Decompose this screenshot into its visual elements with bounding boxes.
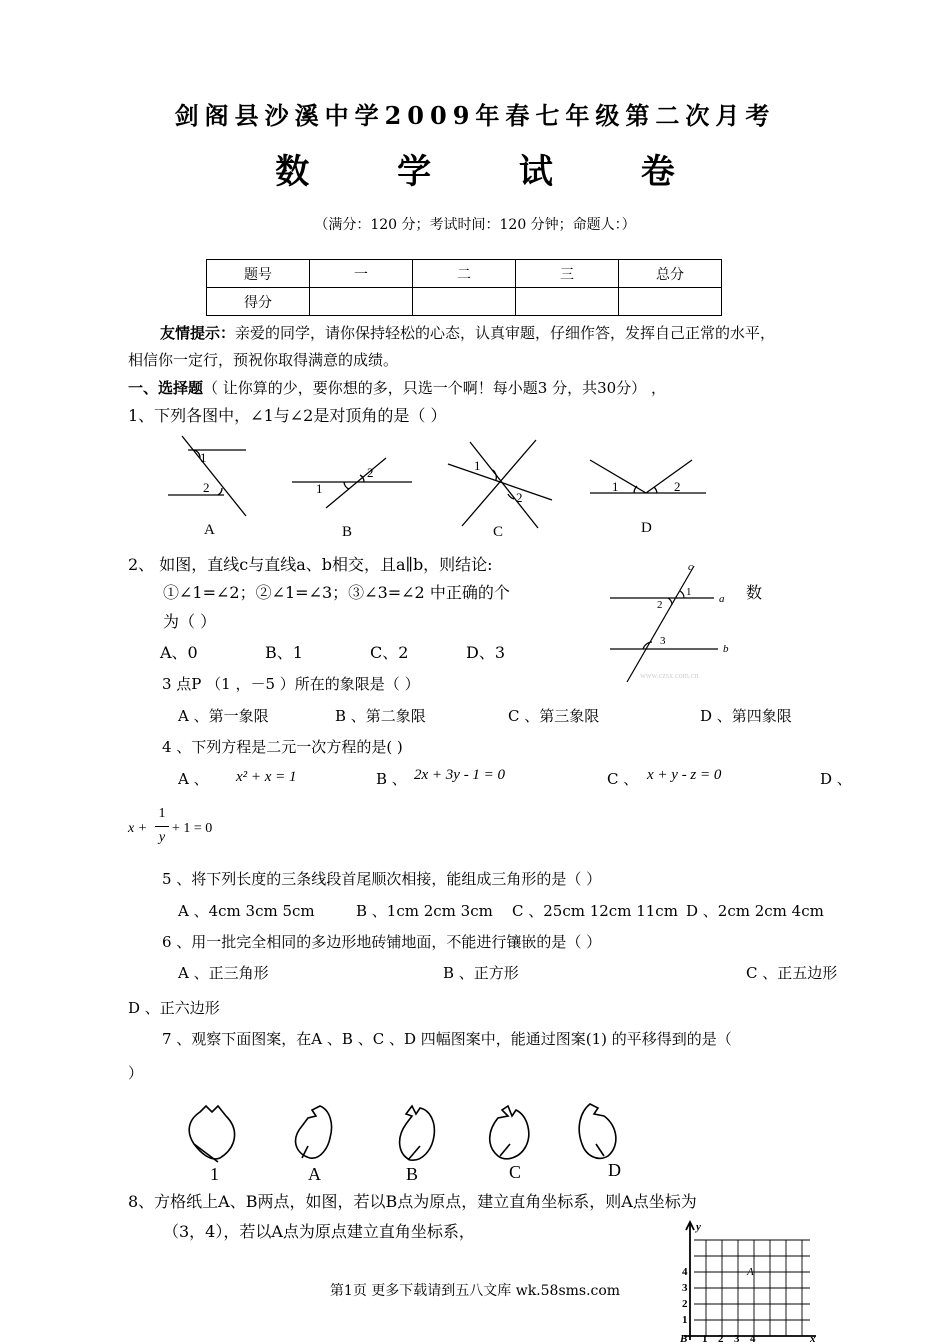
- question-1: 1、下列各图中，∠1与∠2是对顶角的是（ ）: [128, 406, 447, 425]
- tip-text: 亲爱的同学，请你保持轻松的心态，认真审题，仔细作答，发挥自己正常的水平，: [235, 324, 776, 342]
- angle-label: 1: [474, 458, 481, 473]
- q2-figure: [600, 560, 740, 685]
- tip-label: 友情提示：: [160, 324, 236, 342]
- eq-d-left: x +: [128, 821, 148, 836]
- angle-label: 1: [316, 481, 323, 496]
- point-label: B: [680, 1333, 688, 1344]
- question-2-line-3: 为（ ）: [163, 612, 217, 631]
- tick-label: 3: [682, 1282, 688, 1294]
- angle-label: 1: [200, 450, 207, 465]
- eq-d-numerator: 1: [158, 806, 166, 821]
- q4-option-label: A 、: [178, 770, 209, 788]
- option-label: C: [493, 524, 504, 540]
- line-label: c: [688, 561, 693, 573]
- q6-option: C 、正五边形: [746, 964, 838, 982]
- score-cell: 得分: [207, 288, 310, 316]
- line-label: b: [723, 643, 729, 655]
- angle-label: 2: [516, 490, 523, 505]
- eq-d-denominator: y: [158, 830, 166, 845]
- section-note: （ 让你算的少，要你想的多，只选一个啊！每小题3 分，共30分） ，: [203, 379, 666, 397]
- angle-label: 1: [686, 586, 692, 598]
- page-footer: 第1页 更多下载请到五八文库 wk.58sms.com: [329, 1283, 621, 1299]
- exam-title: 剑阁县沙溪中学2009年春七年级第二次月考: [174, 101, 776, 130]
- tick-label: 2: [682, 1298, 688, 1310]
- subject-char: 卷: [640, 152, 675, 192]
- question-6: 6 、用一批完全相同的多边形地砖铺地面，不能进行镶嵌的是（ ）: [162, 933, 602, 951]
- score-cell: 题号: [207, 260, 310, 288]
- pattern-label: 1: [210, 1164, 219, 1184]
- line-label: a: [719, 593, 725, 605]
- q6-option: B 、正方形: [443, 964, 519, 982]
- question-7-line-2: ）: [128, 1064, 144, 1082]
- subject-char: 数: [275, 152, 310, 192]
- watermark: www.czsx.com.cn: [640, 671, 699, 680]
- score-table-header-row: [207, 260, 722, 288]
- axis-label: y: [696, 1221, 701, 1233]
- angle-label: 3: [660, 635, 666, 647]
- q2-option: D、3: [466, 643, 506, 662]
- option-label: D: [641, 520, 652, 536]
- q1-figures: [160, 432, 720, 542]
- axis-label: x: [810, 1333, 816, 1344]
- point-label: A: [747, 1266, 754, 1278]
- score-cell: [310, 288, 413, 316]
- angle-label: 2: [203, 480, 210, 495]
- angle-label: 2: [657, 599, 663, 611]
- question-4: 4 、下列方程是二元一次方程的是( ): [162, 738, 403, 756]
- pattern-label: D: [608, 1160, 621, 1180]
- q5-option: C 、25cm 12cm 11cm: [512, 902, 678, 920]
- question-2-line-2: ①∠1=∠2；②∠1=∠3；③∠3=∠2 中正确的个: [163, 583, 510, 602]
- option-label: A: [204, 522, 215, 538]
- score-table-score-row: [207, 288, 722, 316]
- q2-option: B、1: [265, 643, 303, 662]
- subject-title: [0, 144, 950, 193]
- score-cell: 三: [516, 260, 619, 288]
- score-cell: [413, 288, 516, 316]
- equation-a: x² + x = 1: [236, 769, 297, 785]
- q4-option-label: D 、: [820, 770, 852, 788]
- pattern-label: B: [406, 1164, 419, 1184]
- eq-d-right: + 1 = 0: [172, 821, 213, 836]
- q4-option-label: B 、: [376, 770, 407, 788]
- section-title: 一、选择题: [128, 379, 204, 397]
- angle-label: 2: [674, 479, 681, 494]
- q2-option: C、2: [370, 643, 409, 662]
- equation-b: 2x + 3y - 1 = 0: [414, 767, 506, 783]
- q5-option: B 、1cm 2cm 3cm: [356, 902, 493, 920]
- angle-label: 2: [367, 465, 374, 480]
- question-2-line-2-tail: 数: [746, 583, 763, 602]
- score-cell: 总分: [619, 260, 722, 288]
- q5-option: D 、2cm 2cm 4cm: [686, 902, 824, 920]
- question-3: 3 点P （1 ，－5 ）所在的象限是（ ）: [162, 675, 420, 693]
- tick-label: 3: [734, 1333, 740, 1344]
- q3-option: B 、第二象限: [335, 707, 426, 725]
- tick-label: 2: [718, 1333, 724, 1344]
- q4-option-label: C 、: [607, 770, 639, 788]
- score-cell: 二: [413, 260, 516, 288]
- question-8-line-1: 8、方格纸上A、B两点，如图，若以B点为原点，建立直角坐标系，则A点坐标为: [128, 1192, 697, 1211]
- q6-option: D 、正六边形: [128, 999, 220, 1017]
- subject-char: 学: [397, 152, 432, 192]
- tick-label: 1: [682, 1314, 688, 1326]
- score-cell: 一: [310, 260, 413, 288]
- q3-option: C 、第三象限: [508, 707, 600, 725]
- equation-c: x + y - z = 0: [647, 767, 722, 783]
- exam-info: （满分：120 分；考试时间：120 分钟；命题人：）: [314, 217, 636, 233]
- pattern-label: C: [509, 1162, 522, 1182]
- score-cell: [619, 288, 722, 316]
- q2-option: A、0: [160, 643, 198, 662]
- section-heading: [128, 377, 666, 398]
- q3-option: A 、第一象限: [178, 707, 269, 725]
- score-cell: [516, 288, 619, 316]
- fraction-bar: [155, 826, 169, 827]
- tick-label: 4: [750, 1333, 756, 1344]
- question-2-line-1: 2、 如图，直线c与直线a、b相交，且a∥b，则结论:: [128, 555, 493, 574]
- q3-option: D 、第四象限: [700, 707, 792, 725]
- q5-option: A 、4cm 3cm 5cm: [178, 902, 315, 920]
- pattern-label: A: [308, 1164, 321, 1184]
- score-table: [206, 259, 722, 316]
- question-8-line-2: （3，4），若以A点为原点建立直角坐标系，: [163, 1222, 475, 1241]
- subject-char: 试: [518, 152, 553, 192]
- option-label: B: [342, 524, 353, 540]
- tick-label: 4: [682, 1266, 688, 1278]
- q6-option: A 、正三角形: [178, 964, 269, 982]
- tick-label: 1: [702, 1333, 708, 1344]
- angle-label: 1: [612, 479, 619, 494]
- q7-figures: [180, 1096, 650, 1184]
- question-5: 5 、将下列长度的三条线段首尾顺次相接，能组成三角形的是（ ）: [162, 870, 602, 888]
- question-7-line-1: 7 、观察下面图案，在A 、B 、C 、D 四幅图案中，能通过图案(1) 的平移得到的是（: [162, 1030, 732, 1048]
- tip-line-2: 相信你一定行，预祝你取得满意的成绩。: [128, 351, 399, 369]
- tip-line-1: [160, 322, 775, 343]
